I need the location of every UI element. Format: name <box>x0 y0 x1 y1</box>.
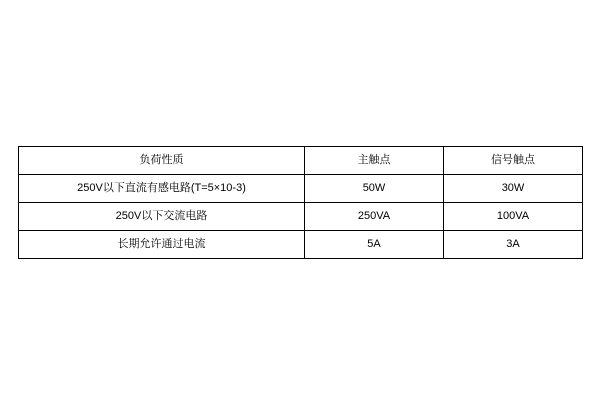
table-row <box>19 175 583 203</box>
table-row <box>19 231 583 259</box>
table-cell-load-type: 250V以下交流电路 <box>19 203 305 231</box>
table-cell-main-contact: 5A <box>305 231 444 259</box>
table-cell-signal-contact: 3A <box>444 231 583 259</box>
table-row <box>19 203 583 231</box>
table-header-cell-signal-contact: 信号触点 <box>444 147 583 175</box>
contact-rating-table <box>18 146 583 259</box>
table-header-cell-main-contact: 主触点 <box>305 147 444 175</box>
table-cell-signal-contact: 100VA <box>444 203 583 231</box>
table-cell-main-contact: 250VA <box>305 203 444 231</box>
table-cell-load-type: 长期允许通过电流 <box>19 231 305 259</box>
table-cell-signal-contact: 30W <box>444 175 583 203</box>
table-header-row <box>19 147 583 175</box>
table-cell-load-type: 250V以下直流有感电路(T=5×10-3) <box>19 175 305 203</box>
spec-table-container <box>18 146 582 259</box>
table-cell-main-contact: 50W <box>305 175 444 203</box>
table-header-cell-load-type: 负荷性质 <box>19 147 305 175</box>
